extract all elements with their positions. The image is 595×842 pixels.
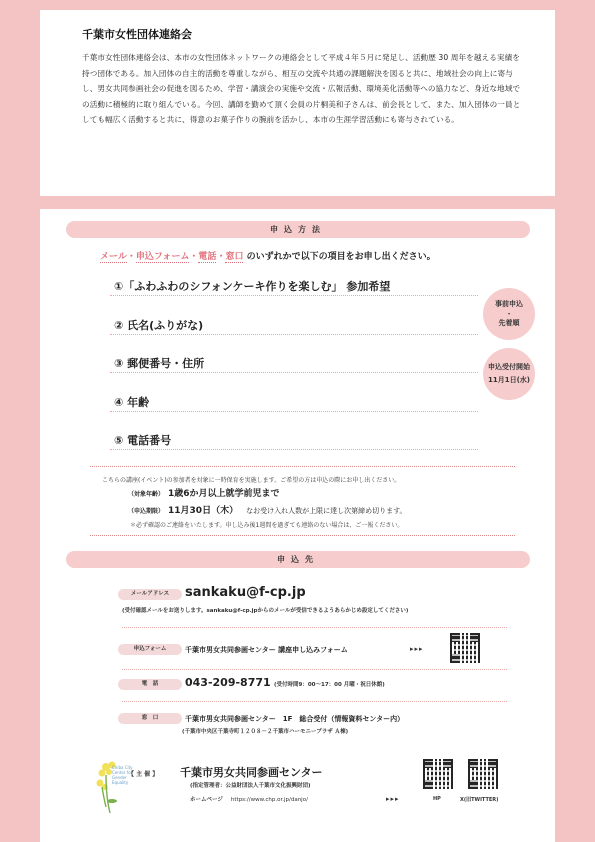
- start-date-badge: [483, 348, 535, 400]
- deadline-value: 11月30日（木）: [168, 506, 239, 516]
- window-address: (千葉市中央区千葉寺町１２０８－２千葉市ハーモニープラザ Ａ棟): [182, 729, 349, 735]
- form-label: 申込フォーム: [118, 644, 182, 655]
- confirmation-note: ＊必ず確認のご連絡をいたします。申し込み後1週間を過ぎても連絡のない場合は、ご一報ください。: [130, 522, 404, 529]
- email-note: (受付確認メールをお送りします。sankaku@f-cp.jpからのメールが受信できるようあらかじめ設定してください): [122, 608, 409, 614]
- required-item-3: ③ 郵便番号・住所: [114, 357, 205, 370]
- x-qr-code-icon[interactable]: [468, 759, 498, 789]
- arrow-icon: ▸▸▸: [386, 795, 400, 803]
- method-phone: 電話: [198, 252, 217, 262]
- separator-dot: ・: [126, 252, 136, 262]
- logo-line: Chiba City: [112, 765, 133, 770]
- childcare-note: こちらの講座(イベント)の参加者を対象に一時保育を実施します。ご希望の方は申込の際にお申し出ください。: [102, 477, 401, 484]
- first-come-badge: [483, 288, 535, 340]
- intro-rest: のいずれかで以下の項目をお申し出ください。: [246, 252, 436, 262]
- item-divider: [110, 411, 478, 412]
- arrow-icon: ▸▸▸: [410, 645, 424, 653]
- target-age-row: [128, 486, 280, 499]
- method-form: 申込フォーム: [135, 252, 190, 262]
- required-item-1: ①「ふわふわのシフォンケーキ作りを楽しむ」 参加希望: [114, 280, 391, 293]
- homepage-qr-label: HP: [433, 796, 441, 802]
- logo-line: Equality: [112, 780, 129, 785]
- target-age-value: 1歳6か月以上就学前児まで: [168, 489, 280, 499]
- application-card: [40, 209, 555, 842]
- window-label: 窓 口: [118, 713, 182, 724]
- sponsor-manager: (指定管理者：公益財団法人千葉市文化振興財団): [190, 783, 311, 789]
- separator-dot: ・: [189, 252, 199, 262]
- contact-divider: [122, 701, 507, 702]
- apply-destination-heading: 申込先: [66, 551, 530, 568]
- homepage-label: ホームページ: [190, 797, 223, 803]
- badge-line: 事前申込: [495, 300, 523, 308]
- item-divider: [110, 449, 478, 450]
- email-label: メールアドレス: [118, 589, 182, 600]
- organization-title: 千葉市女性団体連絡会: [82, 28, 192, 41]
- item-divider: [110, 372, 478, 373]
- separator-dot: ・: [216, 252, 226, 262]
- organization-description: 千葉市女性団体連絡会は、本市の女性団体ネットワークの連絡会として平成４年５月に発足し、活動歴 30 周年を越える実績を持つ団体である。加入団体の自主的活動を尊重しながら、相互の交流や共通の課題解決を図ると共に、地域社会の向上に寄与し、男女共同参画社会の促進を図るため、学習・講演会の実施や交流・広報活動、環境美化活動等への協力など、身近な地域での活動に積極的に取り組んでいる。今回、講師を勤めて頂く会員の片桐美和子さんは、前会長として、また、加入団体の一員としても幅広く活動すると共に、得意のお菓子作りの腕前を活かし、本市の生涯学習活動にも寄与されている。: [82, 53, 521, 125]
- target-age-tag: （対象年齢）: [128, 491, 165, 498]
- contact-divider: [122, 627, 507, 628]
- logo-line: Gender: [112, 775, 127, 780]
- sponsor-name: 千葉市男女共同参画センター: [180, 766, 323, 779]
- homepage-qr-code-icon[interactable]: [423, 759, 453, 789]
- email-address-link[interactable]: sankaku@f-cp.jp: [185, 585, 306, 600]
- apply-method-heading: 申込方法: [66, 221, 530, 238]
- item-divider: [110, 334, 478, 335]
- required-item-4: ④ 年齢: [114, 396, 150, 409]
- application-form-link[interactable]: 千葉市男女共同参画センター 講座申し込みフォーム: [185, 646, 348, 654]
- phone-number[interactable]: 043-209-8771: [185, 676, 271, 689]
- phone-label: 電 話: [118, 679, 182, 690]
- required-item-2: ② 氏名(ふりがな): [114, 319, 204, 332]
- badge-line: 先着順: [498, 319, 520, 327]
- item-divider: [110, 295, 478, 296]
- method-email: メール: [100, 252, 127, 262]
- deadline-note: なお受け入れ人数が上限に達し次第締め切ります。: [246, 507, 407, 515]
- phone-hours: (受付時間9：00～17：00 月曜・祝日休館): [274, 682, 385, 688]
- homepage-row: [190, 795, 308, 803]
- badge-line: 11月1日(水): [487, 376, 530, 384]
- logo-line: Center for: [112, 770, 133, 775]
- apply-intro: [100, 249, 436, 262]
- x-qr-label: X(旧TWITTER): [460, 797, 499, 803]
- required-item-5: ⑤ 電話番号: [114, 434, 172, 447]
- badge-line: 申込受付開始: [488, 363, 530, 371]
- deadline-tag: （申込期限）: [128, 508, 165, 515]
- window-location: 千葉市男女共同参画センター 1F 総合受付（情報資料センター内）: [185, 715, 405, 723]
- method-window: 窓口: [225, 252, 244, 262]
- sponsor-label: 【 主 催 】: [128, 771, 159, 778]
- badge-line: ・: [505, 310, 513, 318]
- organization-card: [40, 10, 555, 196]
- deadline-row: [128, 503, 407, 516]
- contact-divider: [122, 669, 507, 670]
- form-qr-code-icon[interactable]: [450, 633, 480, 663]
- homepage-url-link[interactable]: https://www.chp.or.jp/danjo/: [230, 797, 308, 803]
